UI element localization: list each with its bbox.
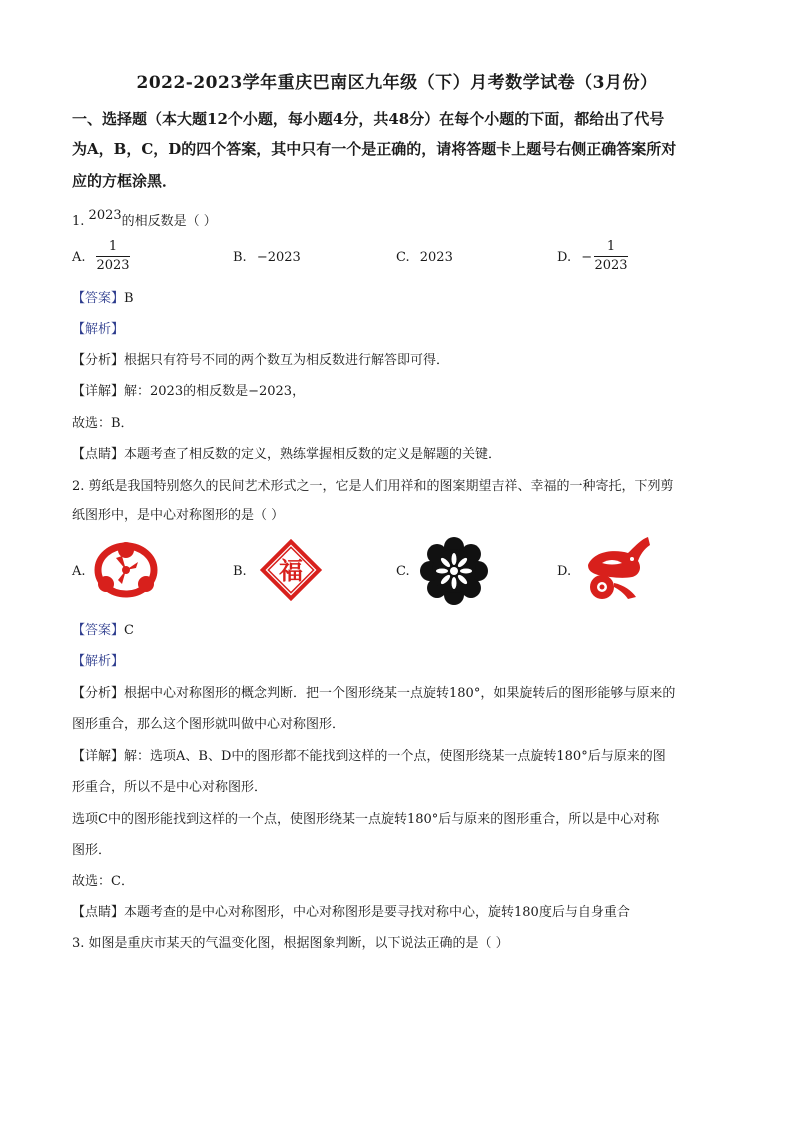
q1-analysis-heading [72,318,124,337]
fenxi-text: 根据只有符号不同的两个数互为相反数进行解答即可得． [124,353,450,368]
q1-dianjing [72,443,501,462]
q2-analysis-heading [72,650,124,669]
option-b-label: B. [233,564,247,579]
papercut-a-image [92,540,160,600]
fu-character: 福 [279,556,303,585]
question-1-stem [72,210,217,229]
xiangjie-text: 解：选项A、B、D中的图形都不能找到这样的一个点，使图形绕某一点旋转180°后与原来的图 [124,749,666,764]
analysis-tag: 【解析】 [72,322,125,337]
fraction-numerator: 1 [606,239,616,254]
q2-answer [72,619,134,638]
option-c [396,250,453,265]
q2-fenxi-line2: 图形重合，那么这个图形就叫做中心对称图形． [72,717,346,732]
option-d [557,250,592,265]
answer-tag: 【答案】 [72,291,125,306]
fenxi-tag: 【分析】 [72,353,125,368]
option-b-value: −2023 [256,250,301,265]
answer-value: B [124,291,134,306]
option-c-value: 2023 [419,250,453,265]
option-d-label: D. [557,250,572,265]
option-c-label: C. [396,564,410,579]
option-d-sign: − [581,250,593,265]
question-2-stem-line2: 纸图形中，是中心对称图形的是（ ） [72,508,285,523]
option-d-label: D. [557,564,572,579]
option-b-label: B. [233,250,247,265]
q2-xiangjie-line1 [72,745,666,764]
papercut-c-image [420,537,488,605]
option-c-label: C. [396,250,410,265]
option-a-label: A. [72,564,86,579]
section-header-line1: 一、选择题（本大题12个小题，每小题4分，共48分）在每个小题的下面，都给出了代号 [72,110,665,128]
fenxi-tag: 【分析】 [72,686,125,701]
dianjing-text: 本题考查的是中心对称图形，中心对称图形是要寻找对称中心，旋转180度后与自身重合 [124,905,630,920]
analysis-tag: 【解析】 [72,654,125,669]
q2-fenxi-line1 [72,682,675,701]
q1-choose: 故选：B． [72,416,134,431]
question-number: 1. [72,214,85,229]
q2-xiangjie-line2: 形重合，所以不是中心对称图形． [72,780,268,795]
page-title: 2022-2023学年重庆巴南区九年级（下）月考数学试卷（3月份） [136,73,658,93]
xiangjie-text: 解：2023的相反数是−2023， [124,384,306,399]
q1-fenxi [72,349,449,368]
q1-xiangjie [72,380,305,399]
option-b [233,250,301,265]
question-2-stem-line1: 2. 剪纸是我国特别悠久的民间艺术形式之一，它是人们用祥和的图案期望吉祥、幸福的一种寄托，下列剪 [72,479,674,494]
question-text: 的相反数是（ ） [121,214,217,229]
dianjing-text: 本题考查了相反数的定义，熟练掌握相反数的定义是解题的关键． [124,447,502,462]
xiangjie-tag: 【详解】 [72,384,125,399]
q2-xiangjie-line3: 选项C中的图形能找到这样的一个点，使图形绕某一点旋转180°后与原来的图形重合，所以是中心对称 [72,812,660,827]
fraction-denominator: 2023 [96,258,130,273]
answer-tag: 【答案】 [72,623,125,638]
section-header-line2: 为A，B，C，D的四个答案，其中只有一个是正确的，请将答题卡上题号右侧正确答案所对 [72,140,677,158]
dianjing-tag: 【点睛】 [72,905,125,920]
fraction-numerator: 1 [108,239,118,254]
q2-dianjing [72,901,630,920]
question-value: 2023 [88,208,122,223]
section-header-line3: 应的方框涂黑． [72,172,178,190]
q1-answer [72,287,134,306]
papercut-b-image [258,537,324,603]
fraction-denominator: 2023 [594,258,628,273]
fraction-bar [96,256,130,257]
question-3-stem: 3. 如图是重庆市某天的气温变化图，根据图象判断，以下说法正确的是（ ） [72,936,509,951]
dianjing-tag: 【点睛】 [72,447,125,462]
option-a-label: A. [72,250,86,265]
papercut-d-image [584,535,652,605]
fraction-bar [594,256,628,257]
fenxi-text: 根据中心对称图形的概念判断．把一个图形绕某一点旋转180°，如果旋转后的图形能够与原来的 [124,686,676,701]
option-a-fraction [96,240,130,273]
xiangjie-tag: 【详解】 [72,749,125,764]
answer-value: C [124,623,134,638]
option-d-fraction [594,240,628,273]
q2-choose: 故选：C． [72,874,134,889]
q2-xiangjie-line4: 图形． [72,843,112,858]
